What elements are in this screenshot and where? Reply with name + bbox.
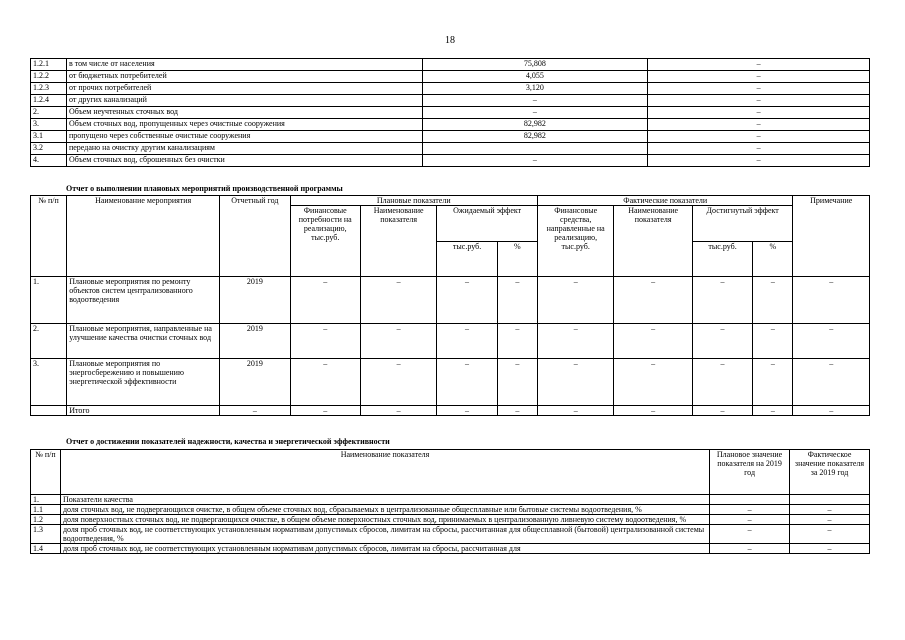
fact-pct-header: %	[753, 241, 793, 277]
table-row	[31, 143, 870, 155]
row-number: 1.2.2	[31, 71, 67, 83]
dash-cell: –	[290, 277, 360, 324]
row-name: в том числе от населения	[66, 59, 422, 71]
dash-cell: –	[437, 406, 497, 416]
row-fact: –	[648, 83, 870, 95]
row-fact: –	[648, 107, 870, 119]
dash-cell: –	[692, 359, 752, 406]
col-name-header: Наименование мероприятия	[67, 196, 220, 277]
row-name: Объем неучтенных сточных вод	[66, 107, 422, 119]
indicator-name: доля сточных вод, не подвергающихся очистке, в общем объеме сточных вод, сбрасываемых в централизованные общесплавные или бытовые системы водоотведения, %	[60, 505, 709, 515]
dash-cell: –	[220, 406, 290, 416]
row-fact: –	[648, 119, 870, 131]
dash-cell: –	[497, 277, 537, 324]
table-row	[31, 544, 870, 554]
plan-rub-header: тыс.руб.	[437, 241, 497, 277]
row-number: 1.3	[31, 525, 61, 544]
table-row	[31, 515, 870, 525]
fact-value: –	[790, 505, 870, 515]
program-report-caption: Отчет о выполнении плановых мероприятий производственной программы	[66, 184, 343, 193]
plan-pct-header: %	[497, 241, 537, 277]
dash-cell: –	[614, 406, 692, 416]
activity-name: Плановые мероприятия по ремонту объектов систем централизованного водоотведения	[67, 277, 220, 324]
dash-cell: –	[360, 406, 436, 416]
fact-value	[790, 495, 870, 505]
activity-name: Плановые мероприятия по энергосбережению и повышению энергетической эффективности	[67, 359, 220, 406]
row-name: от других канализаций	[66, 95, 422, 107]
dash-cell: –	[793, 324, 870, 359]
t3-num-header: № п/п	[31, 450, 61, 495]
fact-value: –	[790, 515, 870, 525]
reliability-report-caption: Отчет о достижении показателей надежности, качества и энергетической эффективности	[66, 437, 390, 446]
row-fact: –	[648, 59, 870, 71]
row-value: 4,055	[422, 71, 648, 83]
table-row	[31, 277, 870, 324]
fact-rub-header: тыс.руб.	[692, 241, 752, 277]
row-number: 2.	[31, 107, 67, 119]
dash-cell: –	[537, 277, 613, 324]
row-value: –	[422, 155, 648, 167]
table-row	[31, 107, 870, 119]
dash-cell: –	[537, 359, 613, 406]
col-num-header: № п/п	[31, 196, 67, 277]
dash-cell: –	[614, 324, 692, 359]
row-fact: –	[648, 131, 870, 143]
total-label: Итого	[67, 406, 220, 416]
row-number: 1.2.1	[31, 59, 67, 71]
row-number: 1.	[31, 277, 67, 324]
dash-cell: –	[692, 324, 752, 359]
row-name: Объем сточных вод, пропущенных через очистные сооружения	[66, 119, 422, 131]
row-name: пропущено через собственные очистные сооружения	[66, 131, 422, 143]
row-number: 4.	[31, 155, 67, 167]
dash-cell: –	[692, 406, 752, 416]
row-value	[422, 143, 648, 155]
dash-cell: –	[537, 324, 613, 359]
row-number: 1.	[31, 495, 61, 505]
dash-cell: –	[437, 277, 497, 324]
table-row	[31, 359, 870, 406]
row-number: 1.4	[31, 544, 61, 554]
row-number: 3.1	[31, 131, 67, 143]
dash-cell: –	[360, 277, 436, 324]
report-year: 2019	[220, 277, 290, 324]
dash-cell: –	[753, 406, 793, 416]
dash-cell: –	[290, 406, 360, 416]
dash-cell: –	[614, 277, 692, 324]
row-value: 82,982	[422, 119, 648, 131]
table-row	[31, 155, 870, 167]
dash-cell: –	[497, 406, 537, 416]
indicator-name: Показатели качества	[60, 495, 709, 505]
dash-cell: –	[360, 359, 436, 406]
t3-plan-header: Плановое значение показателя на 2019 год	[710, 450, 790, 495]
table-row	[31, 324, 870, 359]
row-name: Объем сточных вод, сброшенных без очистки	[66, 155, 422, 167]
page-number: 18	[445, 35, 455, 46]
row-name: от прочих потребителей	[66, 83, 422, 95]
table-row	[31, 71, 870, 83]
row-number: 3.	[31, 359, 67, 406]
row-value: 82,982	[422, 131, 648, 143]
dash-cell: –	[753, 324, 793, 359]
dash-cell: –	[497, 359, 537, 406]
row-value: –	[422, 95, 648, 107]
row-fact: –	[648, 71, 870, 83]
total-num	[31, 406, 67, 416]
row-name: от бюджетных потребителей	[66, 71, 422, 83]
dash-cell: –	[614, 359, 692, 406]
plan-fin-header: Финансовые потребности на реализацию, тыс.руб.	[290, 206, 360, 277]
dash-cell: –	[753, 359, 793, 406]
row-fact: –	[648, 155, 870, 167]
row-number: 1.1	[31, 505, 61, 515]
row-fact: –	[648, 95, 870, 107]
dash-cell: –	[793, 359, 870, 406]
plan-indicator-header: Наименование показателя	[360, 206, 436, 277]
dash-cell: –	[290, 324, 360, 359]
t3-name-header: Наименование показателя	[60, 450, 709, 495]
dash-cell: –	[793, 406, 870, 416]
fact-value: –	[790, 525, 870, 544]
dash-cell: –	[290, 359, 360, 406]
activity-name: Плановые мероприятия, направленные на улучшение качества очистки сточных вод	[67, 324, 220, 359]
col-note-header: Примечание	[793, 196, 870, 277]
table-row	[31, 505, 870, 515]
fact-fin-header: Финансовые средства, направленные на реализацию, тыс.руб.	[537, 206, 613, 277]
table-row	[31, 495, 870, 505]
table-row	[31, 95, 870, 107]
indicator-name: доля проб сточных вод, не соответствующих установленным нормативам допустимых сбросов, лимитам на сбросы, рассчитанная для общесплавной (бытовой) централизованной системы водоотведения, %	[60, 525, 709, 544]
plan-value	[710, 495, 790, 505]
fact-value: –	[790, 544, 870, 554]
row-number: 3.2	[31, 143, 67, 155]
dash-cell: –	[793, 277, 870, 324]
reliability-indicators-table	[30, 449, 870, 554]
dash-cell: –	[360, 324, 436, 359]
dash-cell: –	[437, 359, 497, 406]
plan-value: –	[710, 505, 790, 515]
dash-cell: –	[537, 406, 613, 416]
dash-cell: –	[497, 324, 537, 359]
table-row	[31, 83, 870, 95]
plan-group-header: Плановые показатели	[290, 196, 537, 206]
row-value: 75,808	[422, 59, 648, 71]
table-row	[31, 119, 870, 131]
table-row	[31, 525, 870, 544]
row-number: 1.2	[31, 515, 61, 525]
dash-cell: –	[753, 277, 793, 324]
fact-group-header: Фактические показатели	[537, 196, 793, 206]
total-row	[31, 406, 870, 416]
indicator-name: доля проб сточных вод, не соответствующих установленным нормативам допустимых сбросов, лимитам на сбросы, рассчитанная для	[60, 544, 709, 554]
row-value: 3,120	[422, 83, 648, 95]
row-number: 2.	[31, 324, 67, 359]
row-number: 3.	[31, 119, 67, 131]
t3-fact-header: Фактическое значение показателя за 2019 год	[790, 450, 870, 495]
table-row	[31, 59, 870, 71]
row-number: 1.2.4	[31, 95, 67, 107]
indicator-name: доля поверхностных сточных вод, не подвергающихся очистке, в общем объеме поверхностных сточных вод, принимаемых в централизованную ливневую систему водоотведения, %	[60, 515, 709, 525]
dash-cell: –	[437, 324, 497, 359]
plan-value: –	[710, 525, 790, 544]
fact-effect-header: Достигнутый эффект	[692, 206, 793, 242]
row-number: 1.2.3	[31, 83, 67, 95]
program-activities-table	[30, 195, 870, 416]
row-name: передано на очистку другим канализациям	[66, 143, 422, 155]
dash-cell: –	[692, 277, 752, 324]
table-row	[31, 131, 870, 143]
col-year-header: Отчетный год	[220, 196, 290, 277]
fact-indicator-header: Наименование показателя	[614, 206, 692, 277]
volume-table	[30, 58, 870, 167]
report-year: 2019	[220, 359, 290, 406]
row-value: –	[422, 107, 648, 119]
plan-value: –	[710, 515, 790, 525]
plan-effect-header: Ожидаемый эффект	[437, 206, 538, 242]
plan-value: –	[710, 544, 790, 554]
row-fact: –	[648, 143, 870, 155]
report-year: 2019	[220, 324, 290, 359]
